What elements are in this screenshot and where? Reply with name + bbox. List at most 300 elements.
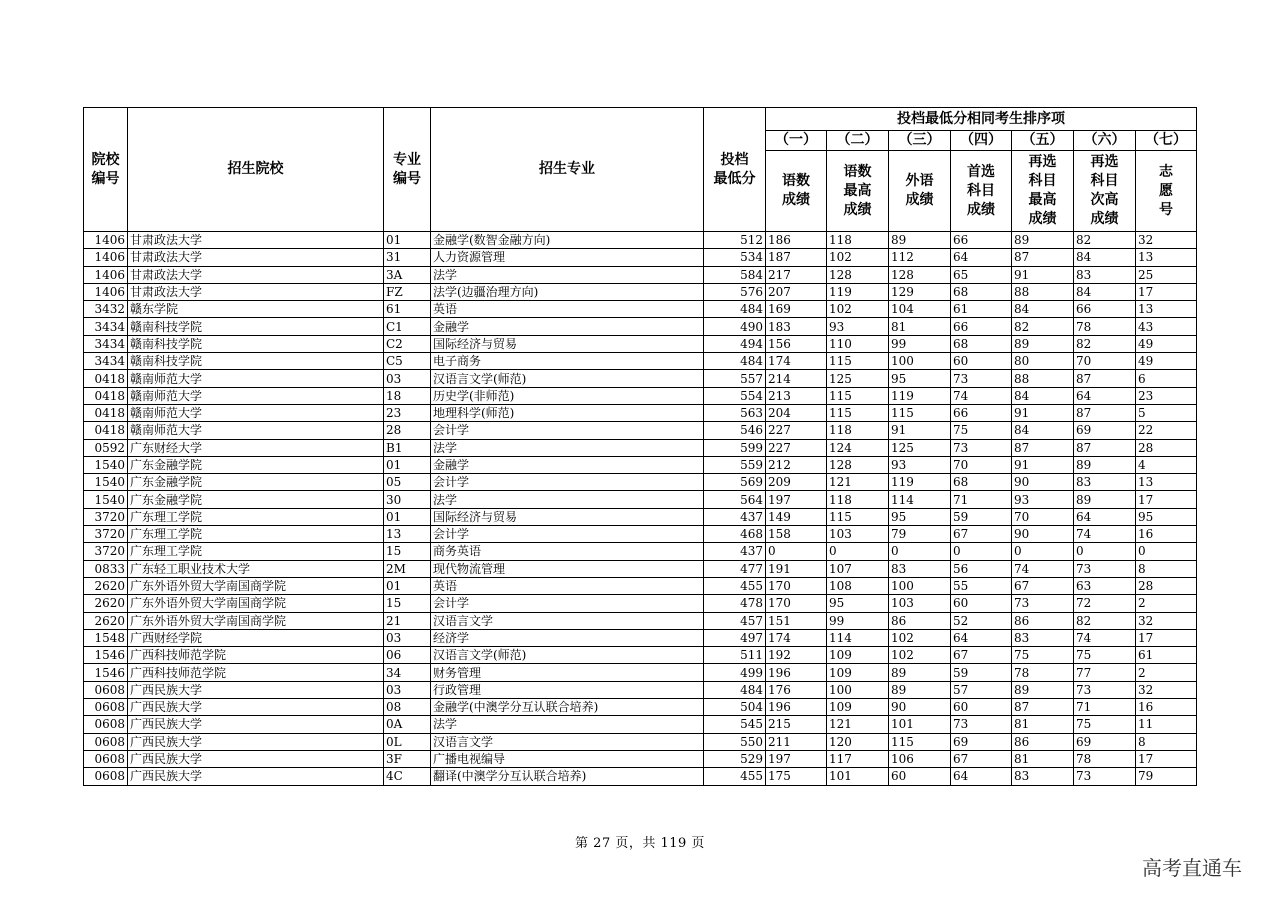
cell-school-name: 广西财经学院	[128, 629, 384, 646]
cell-preference-number: 13	[1136, 301, 1197, 318]
cell-school-code: 0592	[84, 439, 128, 456]
cell-major-code: 01	[384, 508, 431, 525]
cell-chinese-math-max-score: 128	[827, 456, 889, 473]
cell-second-choice-top-score: 89	[1012, 232, 1074, 249]
cell-min-score: 499	[704, 664, 766, 681]
cell-min-score: 511	[704, 647, 766, 664]
table-row	[84, 629, 1197, 646]
cell-preference-number: 2	[1136, 595, 1197, 612]
cell-second-choice-top-score: 87	[1012, 699, 1074, 716]
cell-min-score: 478	[704, 595, 766, 612]
table-row	[84, 560, 1197, 577]
cell-major-code: 23	[384, 404, 431, 421]
cell-school-name: 广西科技师范学院	[128, 647, 384, 664]
cell-school-name: 广西民族大学	[128, 733, 384, 750]
cell-chinese-math-max-score: 102	[827, 249, 889, 266]
cell-min-score: 477	[704, 560, 766, 577]
cell-min-score: 457	[704, 612, 766, 629]
cell-second-choice-next-score: 82	[1074, 612, 1136, 629]
cell-chinese-math-score: 176	[766, 681, 827, 698]
cell-second-choice-top-score: 74	[1012, 560, 1074, 577]
cell-second-choice-top-score: 90	[1012, 474, 1074, 491]
cell-major-code: 03	[384, 629, 431, 646]
cell-second-choice-top-score: 75	[1012, 647, 1074, 664]
cell-chinese-math-max-score: 103	[827, 526, 889, 543]
cell-major-code: 15	[384, 543, 431, 560]
cell-min-score: 576	[704, 283, 766, 300]
cell-chinese-math-max-score: 119	[827, 283, 889, 300]
cell-preference-number: 0	[1136, 543, 1197, 560]
cell-foreign-language-score: 119	[889, 474, 951, 491]
cell-major-code: 0L	[384, 733, 431, 750]
cell-chinese-math-max-score: 115	[827, 353, 889, 370]
table-row	[84, 301, 1197, 318]
cell-major-code: 2M	[384, 560, 431, 577]
cell-second-choice-top-score: 81	[1012, 750, 1074, 767]
cell-min-score: 563	[704, 404, 766, 421]
cell-chinese-math-score: 211	[766, 733, 827, 750]
cell-first-choice-subject-score: 65	[951, 266, 1012, 283]
cell-second-choice-top-score: 89	[1012, 335, 1074, 352]
header-rank-2: （二）	[827, 131, 889, 151]
cell-chinese-math-max-score: 118	[827, 422, 889, 439]
cell-first-choice-subject-score: 59	[951, 508, 1012, 525]
table-row	[84, 716, 1197, 733]
table-row	[84, 750, 1197, 767]
cell-preference-number: 16	[1136, 526, 1197, 543]
header-rank-item-3: 外语 成绩	[889, 151, 951, 232]
table-row	[84, 387, 1197, 404]
cell-chinese-math-score: 183	[766, 318, 827, 335]
cell-major-name: 法学	[431, 716, 704, 733]
cell-foreign-language-score: 91	[889, 422, 951, 439]
cell-second-choice-top-score: 73	[1012, 595, 1074, 612]
cell-second-choice-top-score: 91	[1012, 456, 1074, 473]
cell-min-score: 599	[704, 439, 766, 456]
cell-first-choice-subject-score: 67	[951, 750, 1012, 767]
cell-first-choice-subject-score: 67	[951, 526, 1012, 543]
cell-major-name: 行政管理	[431, 681, 704, 698]
cell-second-choice-top-score: 83	[1012, 768, 1074, 785]
cell-school-code: 1546	[84, 664, 128, 681]
cell-major-code: 13	[384, 526, 431, 543]
cell-foreign-language-score: 95	[889, 370, 951, 387]
cell-foreign-language-score: 100	[889, 577, 951, 594]
table-row	[84, 526, 1197, 543]
cell-major-name: 英语	[431, 577, 704, 594]
cell-preference-number: 13	[1136, 249, 1197, 266]
cell-major-code: C5	[384, 353, 431, 370]
cell-chinese-math-max-score: 118	[827, 232, 889, 249]
cell-major-code: 18	[384, 387, 431, 404]
cell-school-code: 3434	[84, 335, 128, 352]
cell-preference-number: 2	[1136, 664, 1197, 681]
cell-second-choice-top-score: 81	[1012, 716, 1074, 733]
cell-major-name: 经济学	[431, 629, 704, 646]
cell-school-name: 赣南师范大学	[128, 404, 384, 421]
cell-first-choice-subject-score: 68	[951, 283, 1012, 300]
cell-foreign-language-score: 106	[889, 750, 951, 767]
cell-school-name: 甘肃政法大学	[128, 283, 384, 300]
cell-school-name: 赣南科技学院	[128, 335, 384, 352]
cell-second-choice-next-score: 69	[1074, 733, 1136, 750]
cell-second-choice-top-score: 86	[1012, 733, 1074, 750]
cell-school-code: 0418	[84, 404, 128, 421]
cell-preference-number: 49	[1136, 353, 1197, 370]
cell-first-choice-subject-score: 64	[951, 768, 1012, 785]
page-footer: 第 27 页，共 119 页	[575, 836, 705, 851]
cell-foreign-language-score: 100	[889, 353, 951, 370]
cell-second-choice-next-score: 69	[1074, 422, 1136, 439]
cell-chinese-math-score: 149	[766, 508, 827, 525]
cell-major-code: 61	[384, 301, 431, 318]
cell-second-choice-next-score: 73	[1074, 681, 1136, 698]
cell-major-name: 会计学	[431, 595, 704, 612]
cell-school-name: 赣南师范大学	[128, 422, 384, 439]
cell-chinese-math-max-score: 115	[827, 508, 889, 525]
cell-chinese-math-max-score: 109	[827, 647, 889, 664]
cell-major-code: 4C	[384, 768, 431, 785]
cell-preference-number: 95	[1136, 508, 1197, 525]
cell-min-score: 534	[704, 249, 766, 266]
cell-first-choice-subject-score: 52	[951, 612, 1012, 629]
cell-first-choice-subject-score: 69	[951, 733, 1012, 750]
table-row	[84, 249, 1197, 266]
cell-min-score: 569	[704, 474, 766, 491]
cell-school-name: 赣南科技学院	[128, 353, 384, 370]
cell-major-code: 05	[384, 474, 431, 491]
cell-chinese-math-score: 204	[766, 404, 827, 421]
cell-second-choice-next-score: 89	[1074, 456, 1136, 473]
cell-min-score: 554	[704, 387, 766, 404]
cell-first-choice-subject-score: 60	[951, 699, 1012, 716]
table-row	[84, 508, 1197, 525]
cell-school-code: 1540	[84, 474, 128, 491]
cell-school-code: 0608	[84, 716, 128, 733]
cell-chinese-math-score: 197	[766, 750, 827, 767]
cell-major-name: 人力资源管理	[431, 249, 704, 266]
cell-school-name: 广东财经大学	[128, 439, 384, 456]
header-rank-item-5: 再选 科目 最高 成绩	[1012, 151, 1074, 232]
cell-school-name: 广西民族大学	[128, 750, 384, 767]
cell-min-score: 484	[704, 353, 766, 370]
cell-school-code: 1546	[84, 647, 128, 664]
cell-chinese-math-max-score: 124	[827, 439, 889, 456]
cell-chinese-math-max-score: 117	[827, 750, 889, 767]
cell-first-choice-subject-score: 68	[951, 335, 1012, 352]
cell-second-choice-next-score: 70	[1074, 353, 1136, 370]
cell-preference-number: 5	[1136, 404, 1197, 421]
cell-school-name: 广东外语外贸大学南国商学院	[128, 612, 384, 629]
cell-chinese-math-max-score: 99	[827, 612, 889, 629]
cell-min-score: 484	[704, 301, 766, 318]
cell-preference-number: 49	[1136, 335, 1197, 352]
cell-major-name: 法学(边疆治理方向)	[431, 283, 704, 300]
cell-second-choice-next-score: 87	[1074, 404, 1136, 421]
cell-school-name: 赣东学院	[128, 301, 384, 318]
table-row	[84, 768, 1197, 785]
cell-school-name: 甘肃政法大学	[128, 249, 384, 266]
cell-school-name: 赣南师范大学	[128, 370, 384, 387]
cell-major-name: 英语	[431, 301, 704, 318]
cell-major-name: 商务英语	[431, 543, 704, 560]
cell-chinese-math-score: 196	[766, 664, 827, 681]
cell-foreign-language-score: 81	[889, 318, 951, 335]
cell-second-choice-top-score: 93	[1012, 491, 1074, 508]
table-row	[84, 266, 1197, 283]
cell-min-score: 529	[704, 750, 766, 767]
cell-school-name: 广东外语外贸大学南国商学院	[128, 595, 384, 612]
cell-major-code: 21	[384, 612, 431, 629]
cell-second-choice-top-score: 87	[1012, 439, 1074, 456]
cell-major-name: 汉语言文学	[431, 733, 704, 750]
cell-major-code: 0A	[384, 716, 431, 733]
cell-chinese-math-max-score: 102	[827, 301, 889, 318]
cell-second-choice-next-score: 84	[1074, 283, 1136, 300]
cell-major-code: C2	[384, 335, 431, 352]
table-row	[84, 595, 1197, 612]
cell-school-name: 广东外语外贸大学南国商学院	[128, 577, 384, 594]
cell-second-choice-next-score: 73	[1074, 768, 1136, 785]
cell-second-choice-top-score: 86	[1012, 612, 1074, 629]
cell-first-choice-subject-score: 60	[951, 353, 1012, 370]
cell-second-choice-next-score: 89	[1074, 491, 1136, 508]
cell-second-choice-top-score: 91	[1012, 404, 1074, 421]
cell-foreign-language-score: 93	[889, 456, 951, 473]
cell-preference-number: 43	[1136, 318, 1197, 335]
cell-min-score: 494	[704, 335, 766, 352]
cell-first-choice-subject-score: 57	[951, 681, 1012, 698]
cell-chinese-math-score: 212	[766, 456, 827, 473]
cell-second-choice-top-score: 80	[1012, 353, 1074, 370]
cell-chinese-math-score: 158	[766, 526, 827, 543]
table-row	[84, 733, 1197, 750]
cell-major-code: 30	[384, 491, 431, 508]
cell-min-score: 468	[704, 526, 766, 543]
cell-first-choice-subject-score: 64	[951, 629, 1012, 646]
header-rank-6: （六）	[1074, 131, 1136, 151]
table-row	[84, 353, 1197, 370]
cell-school-code: 0833	[84, 560, 128, 577]
cell-preference-number: 11	[1136, 716, 1197, 733]
cell-first-choice-subject-score: 55	[951, 577, 1012, 594]
cell-major-name: 汉语言文学	[431, 612, 704, 629]
cell-school-code: 3720	[84, 526, 128, 543]
cell-min-score: 584	[704, 266, 766, 283]
cell-chinese-math-score: 174	[766, 629, 827, 646]
header-min-score: 投档 最低分	[704, 108, 766, 232]
table-row	[84, 699, 1197, 716]
cell-first-choice-subject-score: 73	[951, 439, 1012, 456]
cell-foreign-language-score: 102	[889, 629, 951, 646]
cell-min-score: 557	[704, 370, 766, 387]
cell-chinese-math-score: 169	[766, 301, 827, 318]
cell-major-name: 现代物流管理	[431, 560, 704, 577]
cell-school-code: 2620	[84, 612, 128, 629]
cell-second-choice-next-score: 87	[1074, 439, 1136, 456]
cell-foreign-language-score: 95	[889, 508, 951, 525]
cell-second-choice-next-score: 78	[1074, 318, 1136, 335]
cell-school-name: 广西民族大学	[128, 716, 384, 733]
cell-second-choice-top-score: 83	[1012, 629, 1074, 646]
cell-foreign-language-score: 89	[889, 232, 951, 249]
cell-foreign-language-score: 115	[889, 404, 951, 421]
cell-preference-number: 8	[1136, 560, 1197, 577]
header-rank-7: （七）	[1136, 131, 1197, 151]
cell-chinese-math-max-score: 109	[827, 699, 889, 716]
header-major: 招生专业	[431, 108, 704, 232]
cell-school-code: 1406	[84, 266, 128, 283]
cell-second-choice-next-score: 63	[1074, 577, 1136, 594]
cell-foreign-language-score: 99	[889, 335, 951, 352]
cell-min-score: 559	[704, 456, 766, 473]
cell-chinese-math-score: 156	[766, 335, 827, 352]
cell-school-code: 0608	[84, 681, 128, 698]
cell-foreign-language-score: 0	[889, 543, 951, 560]
cell-major-code: C1	[384, 318, 431, 335]
cell-preference-number: 28	[1136, 439, 1197, 456]
cell-chinese-math-score: 197	[766, 491, 827, 508]
cell-school-code: 1540	[84, 491, 128, 508]
cell-school-name: 赣南师范大学	[128, 387, 384, 404]
header-rank-item-1: 语数 成绩	[766, 151, 827, 232]
header-school-code: 院校 编号	[84, 108, 128, 232]
cell-preference-number: 17	[1136, 283, 1197, 300]
cell-major-code: 08	[384, 699, 431, 716]
cell-second-choice-top-score: 87	[1012, 249, 1074, 266]
cell-chinese-math-max-score: 120	[827, 733, 889, 750]
cell-min-score: 504	[704, 699, 766, 716]
cell-major-name: 法学	[431, 491, 704, 508]
cell-min-score: 437	[704, 543, 766, 560]
cell-chinese-math-score: 214	[766, 370, 827, 387]
cell-preference-number: 4	[1136, 456, 1197, 473]
cell-major-name: 汉语言文学(师范)	[431, 370, 704, 387]
cell-second-choice-next-score: 75	[1074, 647, 1136, 664]
cell-chinese-math-max-score: 101	[827, 768, 889, 785]
header-rank-item-4: 首选 科目 成绩	[951, 151, 1012, 232]
cell-second-choice-next-score: 75	[1074, 716, 1136, 733]
cell-preference-number: 32	[1136, 612, 1197, 629]
header-rank-item-7: 志 愿 号	[1136, 151, 1197, 232]
cell-school-name: 广西民族大学	[128, 681, 384, 698]
cell-foreign-language-score: 112	[889, 249, 951, 266]
cell-preference-number: 16	[1136, 699, 1197, 716]
table-row	[84, 577, 1197, 594]
cell-major-code: 3A	[384, 266, 431, 283]
cell-major-code: 15	[384, 595, 431, 612]
cell-foreign-language-score: 102	[889, 647, 951, 664]
cell-min-score: 564	[704, 491, 766, 508]
cell-school-name: 广东理工学院	[128, 543, 384, 560]
cell-foreign-language-score: 90	[889, 699, 951, 716]
cell-chinese-math-score: 186	[766, 232, 827, 249]
cell-chinese-math-max-score: 121	[827, 474, 889, 491]
cell-chinese-math-max-score: 118	[827, 491, 889, 508]
cell-school-code: 1406	[84, 283, 128, 300]
cell-foreign-language-score: 83	[889, 560, 951, 577]
cell-foreign-language-score: 128	[889, 266, 951, 283]
cell-chinese-math-score: 217	[766, 266, 827, 283]
cell-foreign-language-score: 119	[889, 387, 951, 404]
cell-school-code: 0608	[84, 733, 128, 750]
header-rank-item-2: 语数 最高 成绩	[827, 151, 889, 232]
cell-preference-number: 32	[1136, 681, 1197, 698]
cell-min-score: 455	[704, 577, 766, 594]
cell-school-name: 甘肃政法大学	[128, 232, 384, 249]
cell-foreign-language-score: 104	[889, 301, 951, 318]
cell-first-choice-subject-score: 70	[951, 456, 1012, 473]
cell-chinese-math-max-score: 125	[827, 370, 889, 387]
cell-chinese-math-max-score: 114	[827, 629, 889, 646]
cell-school-code: 0418	[84, 422, 128, 439]
cell-major-name: 会计学	[431, 526, 704, 543]
cell-min-score: 437	[704, 508, 766, 525]
cell-second-choice-next-score: 83	[1074, 266, 1136, 283]
cell-major-name: 汉语言文学(师范)	[431, 647, 704, 664]
cell-major-name: 会计学	[431, 474, 704, 491]
cell-preference-number: 28	[1136, 577, 1197, 594]
cell-school-code: 0608	[84, 699, 128, 716]
cell-preference-number: 8	[1136, 733, 1197, 750]
cell-preference-number: 25	[1136, 266, 1197, 283]
table-row	[84, 491, 1197, 508]
cell-second-choice-top-score: 84	[1012, 301, 1074, 318]
cell-chinese-math-score: 207	[766, 283, 827, 300]
cell-second-choice-next-score: 82	[1074, 232, 1136, 249]
cell-school-code: 0608	[84, 750, 128, 767]
cell-major-name: 法学	[431, 266, 704, 283]
cell-major-name: 历史学(非师范)	[431, 387, 704, 404]
cell-major-name: 金融学(中澳学分互认联合培养)	[431, 699, 704, 716]
admission-score-table	[83, 107, 1197, 786]
cell-first-choice-subject-score: 61	[951, 301, 1012, 318]
cell-foreign-language-score: 115	[889, 733, 951, 750]
cell-major-name: 国际经济与贸易	[431, 508, 704, 525]
cell-second-choice-top-score: 88	[1012, 283, 1074, 300]
cell-chinese-math-max-score: 115	[827, 387, 889, 404]
cell-school-code: 1406	[84, 249, 128, 266]
header-rank-5: （五）	[1012, 131, 1074, 151]
cell-second-choice-next-score: 82	[1074, 335, 1136, 352]
cell-second-choice-top-score: 82	[1012, 318, 1074, 335]
cell-school-name: 广东理工学院	[128, 526, 384, 543]
cell-chinese-math-max-score: 95	[827, 595, 889, 612]
cell-first-choice-subject-score: 66	[951, 404, 1012, 421]
cell-chinese-math-score: 191	[766, 560, 827, 577]
cell-major-code: FZ	[384, 283, 431, 300]
cell-chinese-math-max-score: 110	[827, 335, 889, 352]
cell-major-name: 广播电视编导	[431, 750, 704, 767]
cell-min-score: 546	[704, 422, 766, 439]
cell-second-choice-next-score: 64	[1074, 508, 1136, 525]
cell-foreign-language-score: 60	[889, 768, 951, 785]
cell-second-choice-next-score: 83	[1074, 474, 1136, 491]
cell-preference-number: 23	[1136, 387, 1197, 404]
table-row	[84, 370, 1197, 387]
cell-first-choice-subject-score: 0	[951, 543, 1012, 560]
cell-second-choice-top-score: 84	[1012, 387, 1074, 404]
cell-first-choice-subject-score: 73	[951, 370, 1012, 387]
cell-school-name: 广东金融学院	[128, 491, 384, 508]
cell-first-choice-subject-score: 60	[951, 595, 1012, 612]
cell-chinese-math-score: 151	[766, 612, 827, 629]
cell-chinese-math-max-score: 121	[827, 716, 889, 733]
table-row	[84, 612, 1197, 629]
cell-preference-number: 22	[1136, 422, 1197, 439]
cell-chinese-math-max-score: 115	[827, 404, 889, 421]
cell-first-choice-subject-score: 74	[951, 387, 1012, 404]
